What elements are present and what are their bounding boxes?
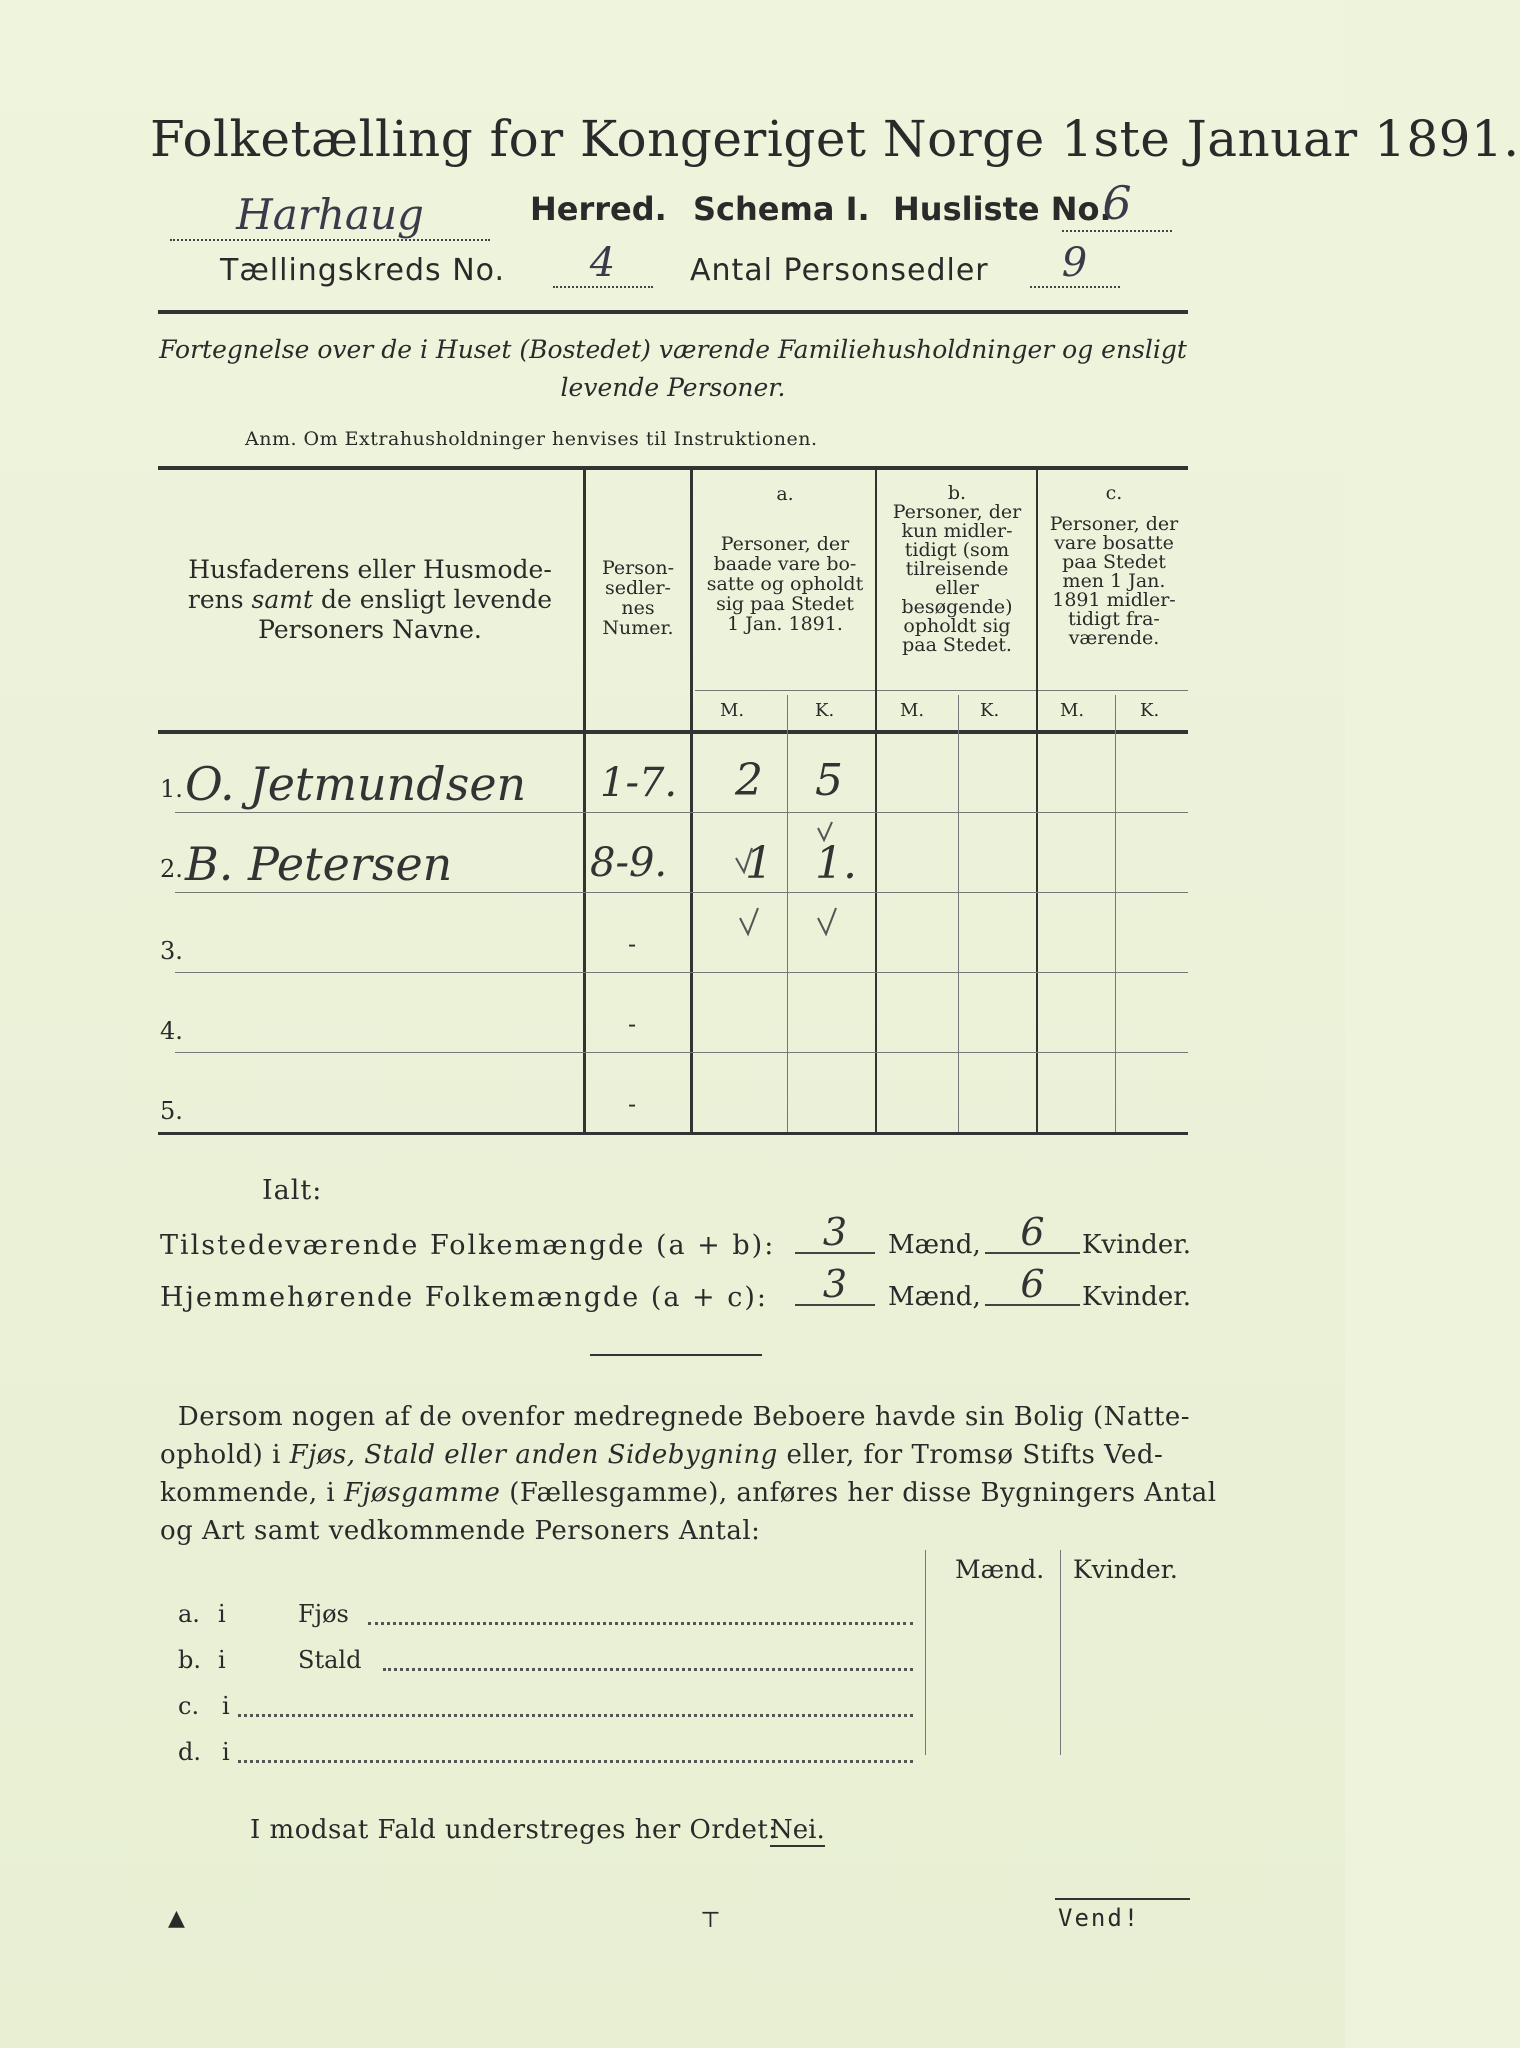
header-rule [158, 310, 1188, 314]
modsat-text: I modsat Fald understreges her Ordet: [250, 1815, 778, 1845]
mk-rule [695, 690, 1188, 691]
check-mark-2 [736, 848, 752, 872]
item-b-letter: b. [178, 1646, 201, 1674]
table-bottom-rule [158, 1132, 1188, 1135]
hjemme-label: Hjemmehørende Folkemængde (a + c): [160, 1282, 768, 1313]
hjemme-maend: Mænd, [888, 1282, 981, 1312]
item-b-dots [383, 1668, 913, 1671]
row-2-num: 2. [160, 855, 183, 883]
row-3-numer: - [628, 930, 637, 958]
row-rule-1 [175, 812, 1188, 813]
col-b-l1: Personer, der [892, 501, 1022, 523]
row-1-a-m: 2 [735, 755, 763, 806]
check-marks [700, 800, 880, 960]
col-c-l7: værende. [1068, 627, 1160, 649]
row-4-num: 4. [160, 1017, 183, 1045]
row-5-num: 5. [160, 1097, 183, 1125]
hjemme-kvinder: Kvinder. [1082, 1282, 1192, 1312]
tilstede-kvinder: Kvinder. [1082, 1230, 1192, 1260]
col-a-l5: 1 Jan. 1891. [727, 613, 843, 635]
row-3-num: 3. [160, 937, 183, 965]
col-c-l5: 1891 midler- [1052, 589, 1176, 611]
col-b-l7: opholdt sig [903, 615, 1011, 637]
intro-line1: Fortegnelse over de i Huset (Bostedet) værende Familiehusholdninger og ensligt [159, 335, 1187, 364]
col-c-l6: tidigt fra- [1068, 608, 1160, 630]
tilstede-label: Tilstedeværende Folkemængde (a + b): [160, 1230, 776, 1261]
c-k-label: K. [1140, 700, 1160, 721]
kreds-value-wrap [553, 240, 653, 288]
col-b-letter: b. [947, 482, 967, 504]
bolig-col-maend: Mænd. [955, 1555, 1045, 1584]
center-mark: ⊤ [700, 1908, 721, 1933]
bolig-p3 [160, 1474, 1217, 1512]
vend-rule [1055, 1898, 1190, 1900]
item-a-label: Fjøs [298, 1600, 349, 1628]
col-numer-l1: Person- [601, 557, 675, 579]
vend-text: Vend! [1058, 1904, 1141, 1932]
col-b-l2: kun midler- [901, 520, 1013, 542]
row-1-num: 1. [160, 775, 183, 803]
col-a-l2: baade vare bo- [713, 553, 857, 575]
col-a-l3: satte og opholdt [706, 573, 864, 595]
col-numer-header [588, 558, 688, 638]
item-b-i: i [218, 1646, 226, 1674]
row-5-numer: - [628, 1090, 637, 1118]
row-2-a-k: 1. [815, 838, 857, 889]
corner-mark-left: ▲ [168, 1906, 185, 1931]
row-2-numer: 8-9. [590, 840, 668, 886]
item-a-i: i [218, 1600, 226, 1628]
item-d-i: i [222, 1738, 230, 1766]
col-c-l3: paa Stedet [1062, 551, 1166, 573]
col-a-header [695, 484, 875, 634]
col-c-letter: c. [1105, 482, 1123, 504]
husliste-label: Husliste No. [893, 190, 1112, 228]
col-numer-l4: Numer. [602, 617, 674, 639]
col-a-l4: sig paa Stedet [716, 593, 854, 615]
item-d-letter: d. [178, 1738, 201, 1766]
table-top-rule [158, 466, 1188, 470]
bolig-vline-1 [925, 1550, 926, 1755]
item-c-dots [238, 1714, 913, 1717]
item-c-letter: c. [178, 1692, 200, 1720]
check-mark-1 [818, 822, 832, 840]
anm-note: Anm. Om Extrahusholdninger henvises til Instruktionen. [245, 428, 818, 450]
schema-label: Schema I. [693, 190, 870, 228]
vline-a [690, 470, 693, 1132]
herred-line [170, 190, 490, 241]
vline-numer [583, 470, 586, 1132]
separator-rule [590, 1354, 762, 1356]
col-c-l4: men 1 Jan. [1062, 570, 1166, 592]
row-rule-4 [175, 1052, 1188, 1053]
bolig-p2-a: ophold) i [160, 1440, 290, 1470]
bolig-p3-c: (Fællesgamme), anføres her disse Bygningers Antal [500, 1478, 1217, 1508]
col-c-l1: Personer, der [1049, 513, 1179, 535]
check-mark-4 [818, 908, 836, 934]
bolig-col-kvinder: Kvinder. [1073, 1555, 1178, 1584]
col-b-l4: tilreisende [905, 558, 1009, 580]
item-a-letter: a. [178, 1600, 200, 1628]
nei-word: Nei. [770, 1815, 825, 1845]
b-m-label: M. [900, 700, 925, 721]
bolig-p3-b: Fjøsgamme [344, 1478, 501, 1508]
a-k-label: K. [815, 700, 835, 721]
intro-line2: levende Personer. [560, 373, 786, 402]
check-mark-3 [740, 908, 758, 934]
husliste-value: 6 [1062, 176, 1172, 232]
hjemme-m: 3 [795, 1264, 875, 1306]
col-names-l3: Personers Navne. [258, 615, 482, 644]
husliste-value-wrap [1062, 176, 1172, 232]
col-names-header [165, 555, 575, 645]
c-m-label: M. [1060, 700, 1085, 721]
row-2-a-m: 1 [745, 838, 773, 889]
bolig-p3-a: kommende, i [160, 1478, 344, 1508]
hjemme-k: 6 [985, 1264, 1080, 1306]
item-d-dots [238, 1760, 913, 1763]
item-c-i: i [222, 1692, 230, 1720]
b-k-label: K. [980, 700, 1000, 721]
row-1-a-k: 5 [815, 755, 843, 806]
a-m-label: M. [720, 700, 745, 721]
bolig-vline-2 [1060, 1550, 1061, 1755]
bolig-p2-c: eller, for Tromsø Stifts Ved- [777, 1440, 1164, 1470]
row-rule-3 [175, 972, 1188, 973]
tilstede-maend: Mænd, [888, 1230, 981, 1260]
row-rule-2 [175, 892, 1188, 893]
col-names-l1: Husfaderens eller Husmode- [188, 555, 552, 584]
tilstede-k: 6 [985, 1212, 1080, 1254]
bolig-p2-b: Fjøs, Stald eller anden Sidebygning [289, 1440, 778, 1470]
kreds-label: Tællingskreds No. [220, 253, 505, 288]
col-b-l8: paa Stedet. [902, 634, 1012, 656]
antal-value-wrap [1030, 240, 1120, 288]
herred-value: Harhaug [170, 190, 490, 241]
antal-value: 9 [1030, 240, 1120, 288]
bolig-p1: Dersom nogen af de ovenfor medregnede Beboere havde sin Bolig (Natte- [177, 1402, 1190, 1432]
row-4-numer: - [628, 1010, 637, 1038]
col-b-l5: eller [935, 577, 979, 599]
bolig-p4: og Art samt vedkommende Personers Antal: [160, 1516, 761, 1546]
item-a-dots [368, 1622, 913, 1625]
col-a-l1: Personer, der [720, 533, 850, 555]
table-header-rule [158, 730, 1188, 734]
bolig-p2 [160, 1436, 1190, 1474]
col-c-header [1039, 484, 1189, 648]
col-names-l2: rens samt de ensligt levende [187, 585, 553, 614]
kreds-value: 4 [553, 240, 653, 288]
row-2-name: B. Petersen [185, 837, 453, 891]
row-1-numer: 1-7. [600, 760, 678, 806]
vline-c [1036, 470, 1038, 1132]
item-b-label: Stald [298, 1646, 362, 1674]
col-b-l3: tidigt (som [904, 539, 1010, 561]
ialt-label: Ialt: [262, 1175, 323, 1206]
antal-label: Antal Personsedler [690, 253, 989, 288]
col-numer-l3: nes [621, 597, 655, 619]
row-1-name: O. Jetmundsen [185, 757, 527, 811]
tilstede-m: 3 [795, 1212, 875, 1254]
col-b-header [878, 484, 1036, 655]
vline-b-mk [958, 695, 959, 1132]
col-a-letter: a. [776, 483, 794, 505]
vline-c-mk [1115, 695, 1116, 1132]
herred-label: Herred. [530, 190, 667, 228]
form-title: Folketælling for Kongeriget Norge 1ste Januar 1891. [150, 110, 1520, 168]
col-c-l2: vare bosatte [1054, 532, 1174, 554]
col-b-l6: besøgende) [901, 596, 1013, 618]
col-numer-l2: sedler- [605, 577, 671, 599]
